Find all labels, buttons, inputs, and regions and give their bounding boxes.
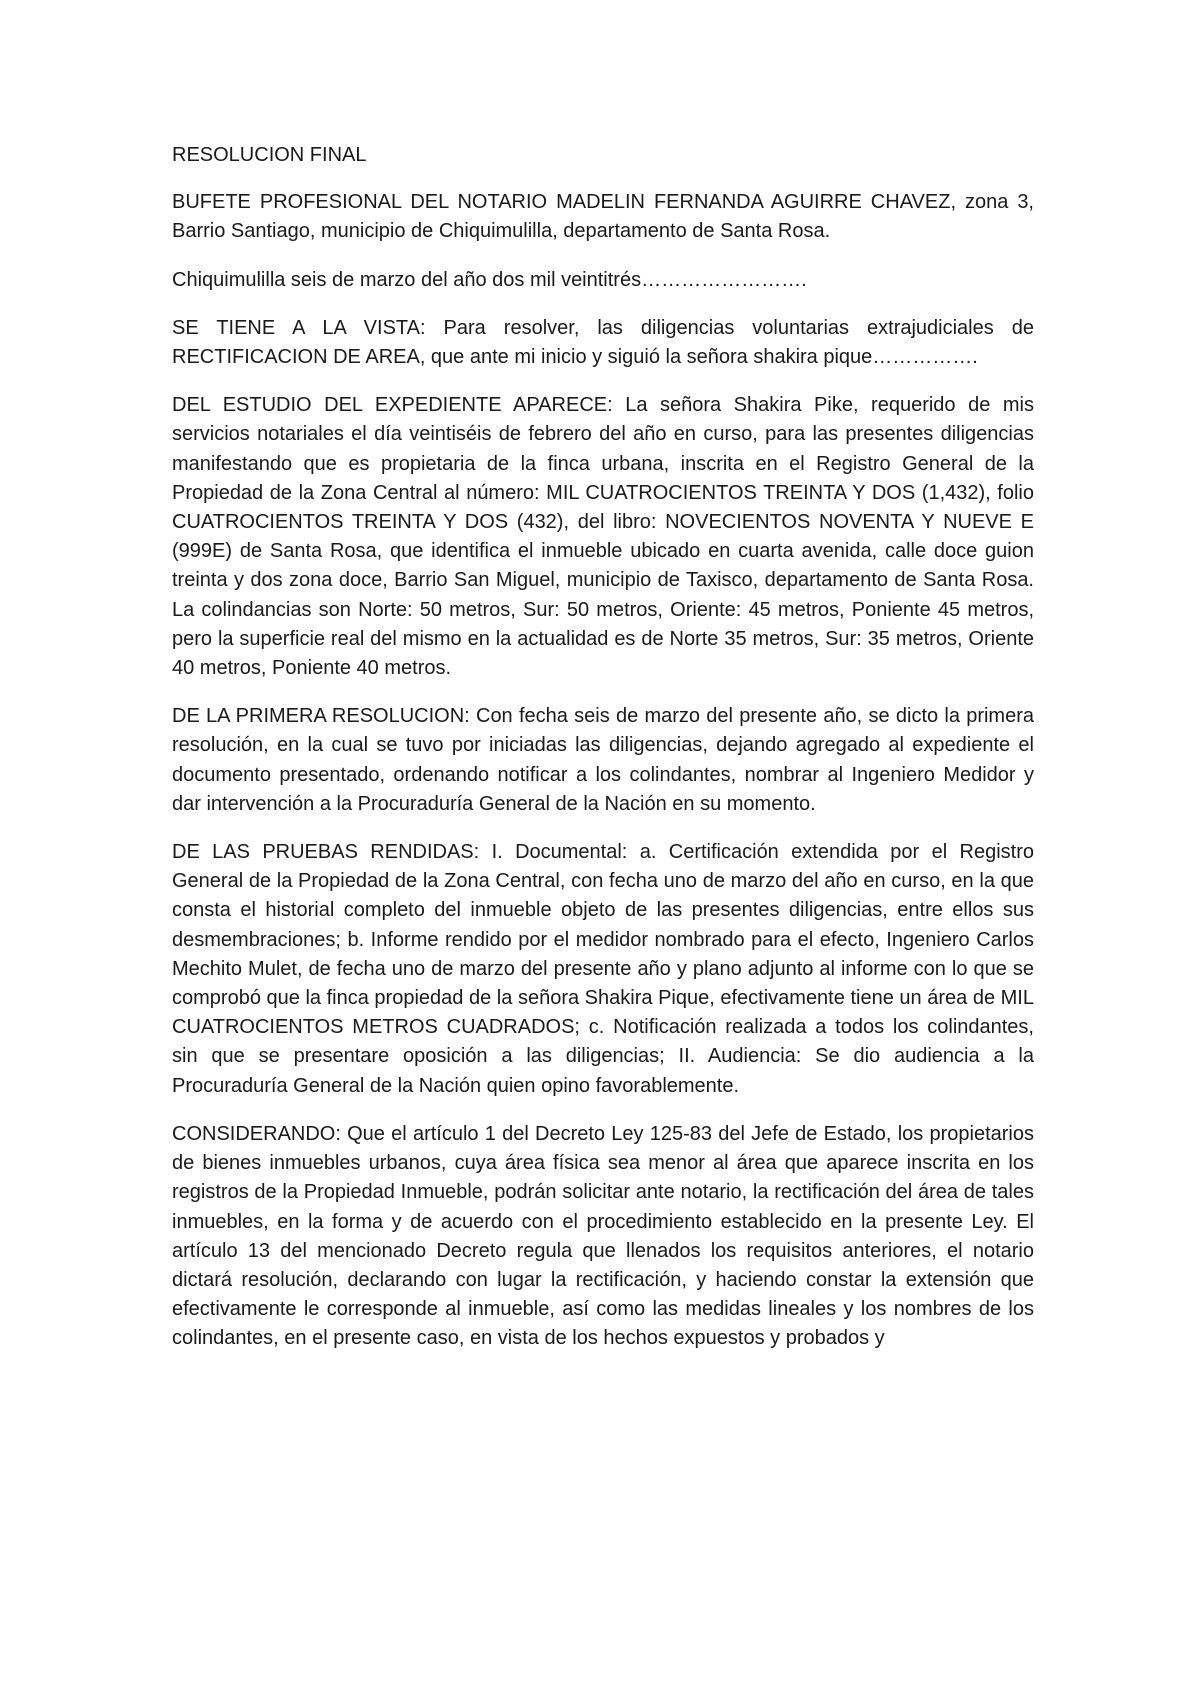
paragraph-date-place: Chiquimulilla seis de marzo del año dos mil veintitrés……………………. — [172, 268, 807, 291]
paragraph-bufete-header: BUFETE PROFESIONAL DEL NOTARIO MADELIN FERNANDA AGUIRRE CHAVEZ, zona 3, Barrio Santiago, municipio de Chiquimulilla, departamento de Santa Rosa. — [172, 191, 1034, 243]
document-body — [172, 141, 1034, 1373]
paragraph-estudio-expediente: DEL ESTUDIO DEL EXPEDIENTE APARECE: La señora Shakira Pike, requerido de mis servicios notariales el día veintiséis de febrero del año en curso, para las presentes diligencias manifestando que es propietaria de la finca urbana, inscrita en el Registro General de la Propiedad de la Zona Central al número: MIL CUATROCIENTOS TREINTA Y DOS (1,432), folio CUATROCIENTOS TREINTA Y DOS (432), del libro: NOVECIENTOS NOVENTA Y NUEVE E (999E) de Santa Rosa, que identifica el inmueble ubicado en cuarta avenida, calle doce guion treinta y dos zona doce, Barrio San Miguel, municipio de Taxisco, departamento de Santa Rosa. La colindancias son Norte: 50 metros, Sur: 50 metros, Oriente: 45 metros, Poniente 45 metros, pero la superficie real del mismo en la actualidad es de Norte 35 metros, Sur: 35 metros, Oriente 40 metros, Poniente 40 metros. — [172, 394, 1034, 680]
paragraph-pruebas-rendidas: DE LAS PRUEBAS RENDIDAS: I. Documental: a. Certificación extendida por el Registro General de la Propiedad de la Zona Central, con fecha uno de marzo del año en curso, en la que consta el historial completo del inmueble objeto de las presentes diligencias, entre ellos sus desmembraciones; b. Informe rendido por el medidor nombrado para el efecto, Ingeniero Carlos Mechito Mulet, de fecha uno de marzo del presente año y plano adjunto al informe con lo que se comprobó que la finca propiedad de la señora Shakira Pique, efectivamente tiene un área de MIL CUATROCIENTOS METROS CUADRADOS; c. Notificación realizada a todos los colindantes, sin que se presentare oposición a las diligencias; II. Audiencia: Se dio audiencia a la Procuraduría General de la Nación quien opino favorablemente. — [172, 841, 1034, 1097]
paragraph-se-tiene-a-la-vista: SE TIENE A LA VISTA: Para resolver, las diligencias voluntarias extrajudiciales de RECTIFICACION DE AREA, que ante mi inicio y siguió la señora shakira pique……………. — [172, 316, 1034, 369]
paragraph-considerando: CONSIDERANDO: Que el artículo 1 del Decreto Ley 125-83 del Jefe de Estado, los propietarios de bienes inmuebles urbanos, cuya área física sea menor al área que aparece inscrita en los registros de la Propiedad Inmueble, podrán solicitar ante notario, la rectificación del área de tales inmuebles, en la forma y de acuerdo con el procedimiento establecido en la presente Ley. El artículo 13 del mencionado Decreto regula que llenados los requisitos anteriores, el notario dictará resolución, declarando con lugar la rectificación, y haciendo constar la extensión que efectivamente le corresponde al inmueble, así como las medidas lineales y los nombres de los colindantes, en el presente caso, en vista de los hechos expuestos y probados y — [172, 1122, 1034, 1350]
paragraph-primera-resolucion: DE LA PRIMERA RESOLUCION: Con fecha seis de marzo del presente año, se dicto la primera resolución, en la cual se tuvo por iniciadas las diligencias, dejando agregado al expediente el documento presentado, ordenando notificar a los colindantes, nombrar al Ingeniero Medidor y dar intervención a la Procuraduría General de la Nación en su momento. — [172, 705, 1034, 815]
document-title: RESOLUCION FINAL — [172, 144, 367, 166]
